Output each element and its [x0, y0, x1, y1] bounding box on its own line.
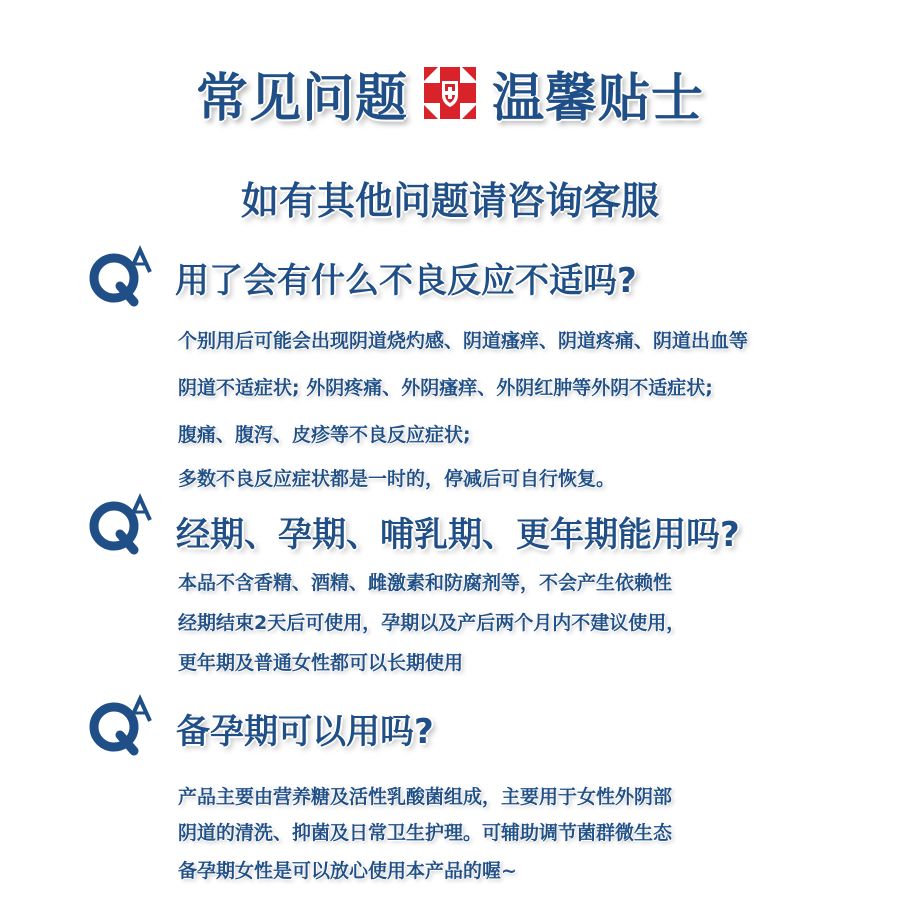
answer-line: 本品不含香精、酒精、雌激素和防腐剂等，不会产生依赖性 — [178, 572, 673, 594]
qa-icon — [88, 693, 152, 757]
answer-line: 产品主要由营养糖及活性乳酸菌组成，主要用于女性外阴部 — [178, 786, 673, 808]
answer-line: 备孕期女性是可以放心使用本产品的喔~ — [178, 860, 517, 882]
answer-line: 更年期及普通女性都可以长期使用 — [178, 652, 464, 674]
title-tips: 温馨贴士 — [492, 68, 705, 129]
subtitle: 如有其他问题请咨询客服 — [240, 179, 659, 223]
question-2: 经期、孕期、哺乳期、更年期能用吗? — [176, 515, 740, 555]
answer-line: 腹痛、腹泻、皮疹等不良反应症状; — [178, 424, 471, 446]
question-1: 用了会有什么不良反应不适吗? — [175, 261, 637, 301]
answer-line: 阴道的清洗、抑菌及日常卫生护理。可辅助调节菌群微生态 — [178, 822, 673, 844]
qa-icon — [88, 244, 152, 308]
answer-line: 个别用后可能会出现阴道烧灼感、阴道瘙痒、阴道疼痛、阴道出血等 — [178, 330, 749, 352]
title-faq: 常见问题 — [195, 68, 408, 129]
question-3: 备孕期可以用吗? — [176, 712, 434, 752]
red-cross-shield-icon — [420, 63, 480, 123]
answer-line: 多数不良反应症状都是一时的，停减后可自行恢复。 — [178, 468, 616, 490]
qa-icon — [88, 492, 152, 556]
answer-line: 经期结束2天后可使用，孕期以及产后两个月内不建议使用， — [178, 612, 686, 634]
answer-line: 阴道不适症状; 外阴疼痛、外阴瘙痒、外阴红肿等外阴不适症状; — [178, 377, 713, 399]
title-row — [0, 58, 900, 128]
